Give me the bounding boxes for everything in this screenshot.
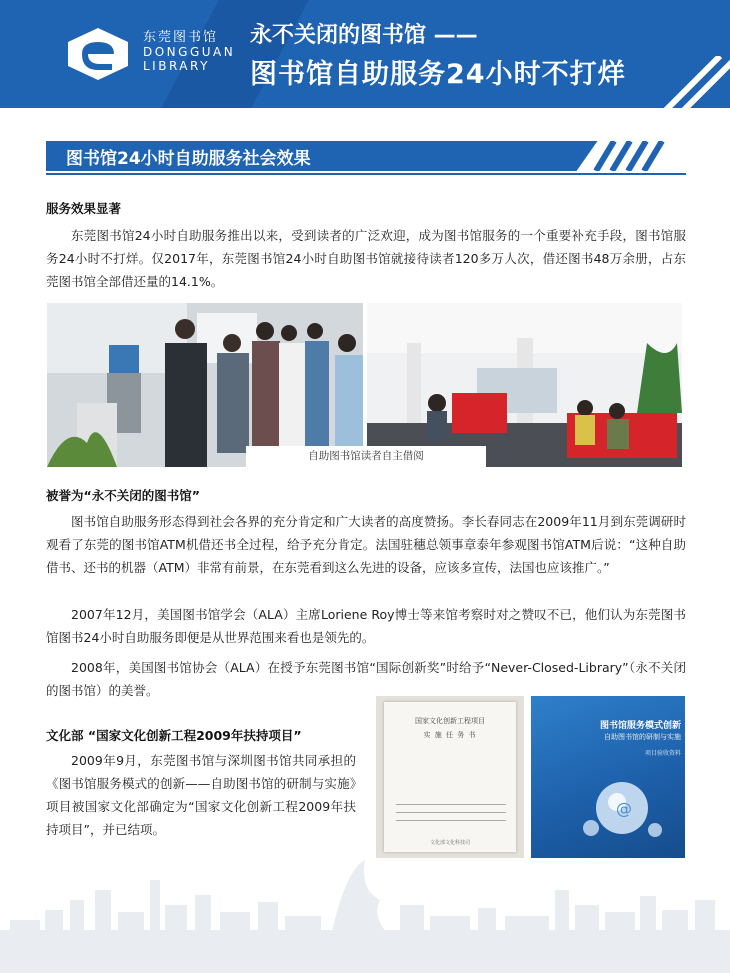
paragraph-ala-award: 2008年，美国图书馆协会（ALA）在授予东莞图书馆“国际创新奖”时给予“Never-Closed-Library”（永不关闭的图书馆）的美誉。: [46, 660, 686, 698]
heading-ministry-project: 文化部 “国家文化创新工程2009年扶持项目”: [46, 728, 302, 743]
cover-subtitle: 项目验收资料: [644, 750, 681, 757]
section-title: 图书馆24小时自助服务社会效果: [66, 149, 311, 169]
paragraph-praise: 图书馆自助服务形态得到社会各界的充分肯定和广大读者的高度赞扬。李长春同志在2009年11月到东莞调研时观看了东莞的图书馆ATM机借还书全过程，给予充分肯定。法国驻穗总领事章泰年参观图书馆ATM后说：“这种自助借书、还书的机器（ATM）非常有前景，在东莞看到这么先进的设备，应该多宣传，法国也应该推广。”: [46, 514, 686, 575]
photo-library-interior: [367, 303, 682, 467]
heading-never-closed: 被誉为“永不关闭的图书馆”: [46, 488, 200, 503]
section-title-bar: [46, 141, 601, 171]
svg-text:@: @: [616, 799, 632, 818]
logo-english-name-2: LIBRARY: [143, 59, 210, 73]
section-underline: [46, 173, 686, 175]
section-stripes-decoration: [590, 141, 670, 171]
page-title: 图书馆自助服务24小时不打烊: [250, 59, 626, 90]
cover-title-1: 图书馆服务模式创新: [599, 721, 681, 731]
cover-globe-icon: [577, 766, 667, 846]
heading-service-effect: 服务效果显著: [46, 201, 122, 216]
skyline-decoration: [0, 850, 730, 973]
paragraph-service-effect: 东莞图书馆24小时自助服务推出以来，受到读者的广泛欢迎，成为图书馆服务的一个重要补充手段，图书馆服务24小时不打烊。仅2017年，东莞图书馆24小时自助图书馆就接待读者120多万人次，借还图书48万余册，占东莞图书馆全部借还量的14.1%。: [46, 228, 686, 289]
header-banner: [0, 0, 730, 108]
paragraph-ministry-project: 2009年9月，东莞图书馆与深圳图书馆共同承担的《图书馆服务模式的创新——自助图书馆的研制与实施》项目被国家文化部确定为“国家文化创新工程2009年扶持项目”，并已结项。: [46, 753, 356, 837]
paragraph-ala-visit: 2007年12月，美国图书馆学会（ALA）主席Loriene Roy博士等来馆考察时对之赞叹不已，他们认为东莞图书馆图书24小时自助服务即便是从世界范围来看也是领先的。: [46, 607, 686, 645]
photo-task-document: [376, 696, 524, 858]
library-logo-icon: [66, 26, 130, 82]
doc-footer: 文化部文化科技司: [429, 840, 470, 846]
header-stripes-decoration: [620, 56, 730, 108]
page-subtitle: 永不关闭的图书馆 ——: [250, 23, 478, 48]
cover-title-2: 自助图书馆的研制与实施: [604, 733, 681, 741]
doc-line-1: 国家文化创新工程项目: [415, 717, 485, 725]
photo-project-cover: [531, 696, 685, 858]
photo-atm-users: [47, 303, 363, 467]
doc-line-2: 实 施 任 务 书: [423, 731, 477, 739]
logo-text: [143, 26, 235, 73]
logo-english-name-1: DONGGUAN: [143, 45, 236, 59]
logo-chinese-name: 东莞图书馆: [143, 30, 219, 45]
photo-caption: 自助图书馆读者自主借阅: [246, 446, 486, 467]
